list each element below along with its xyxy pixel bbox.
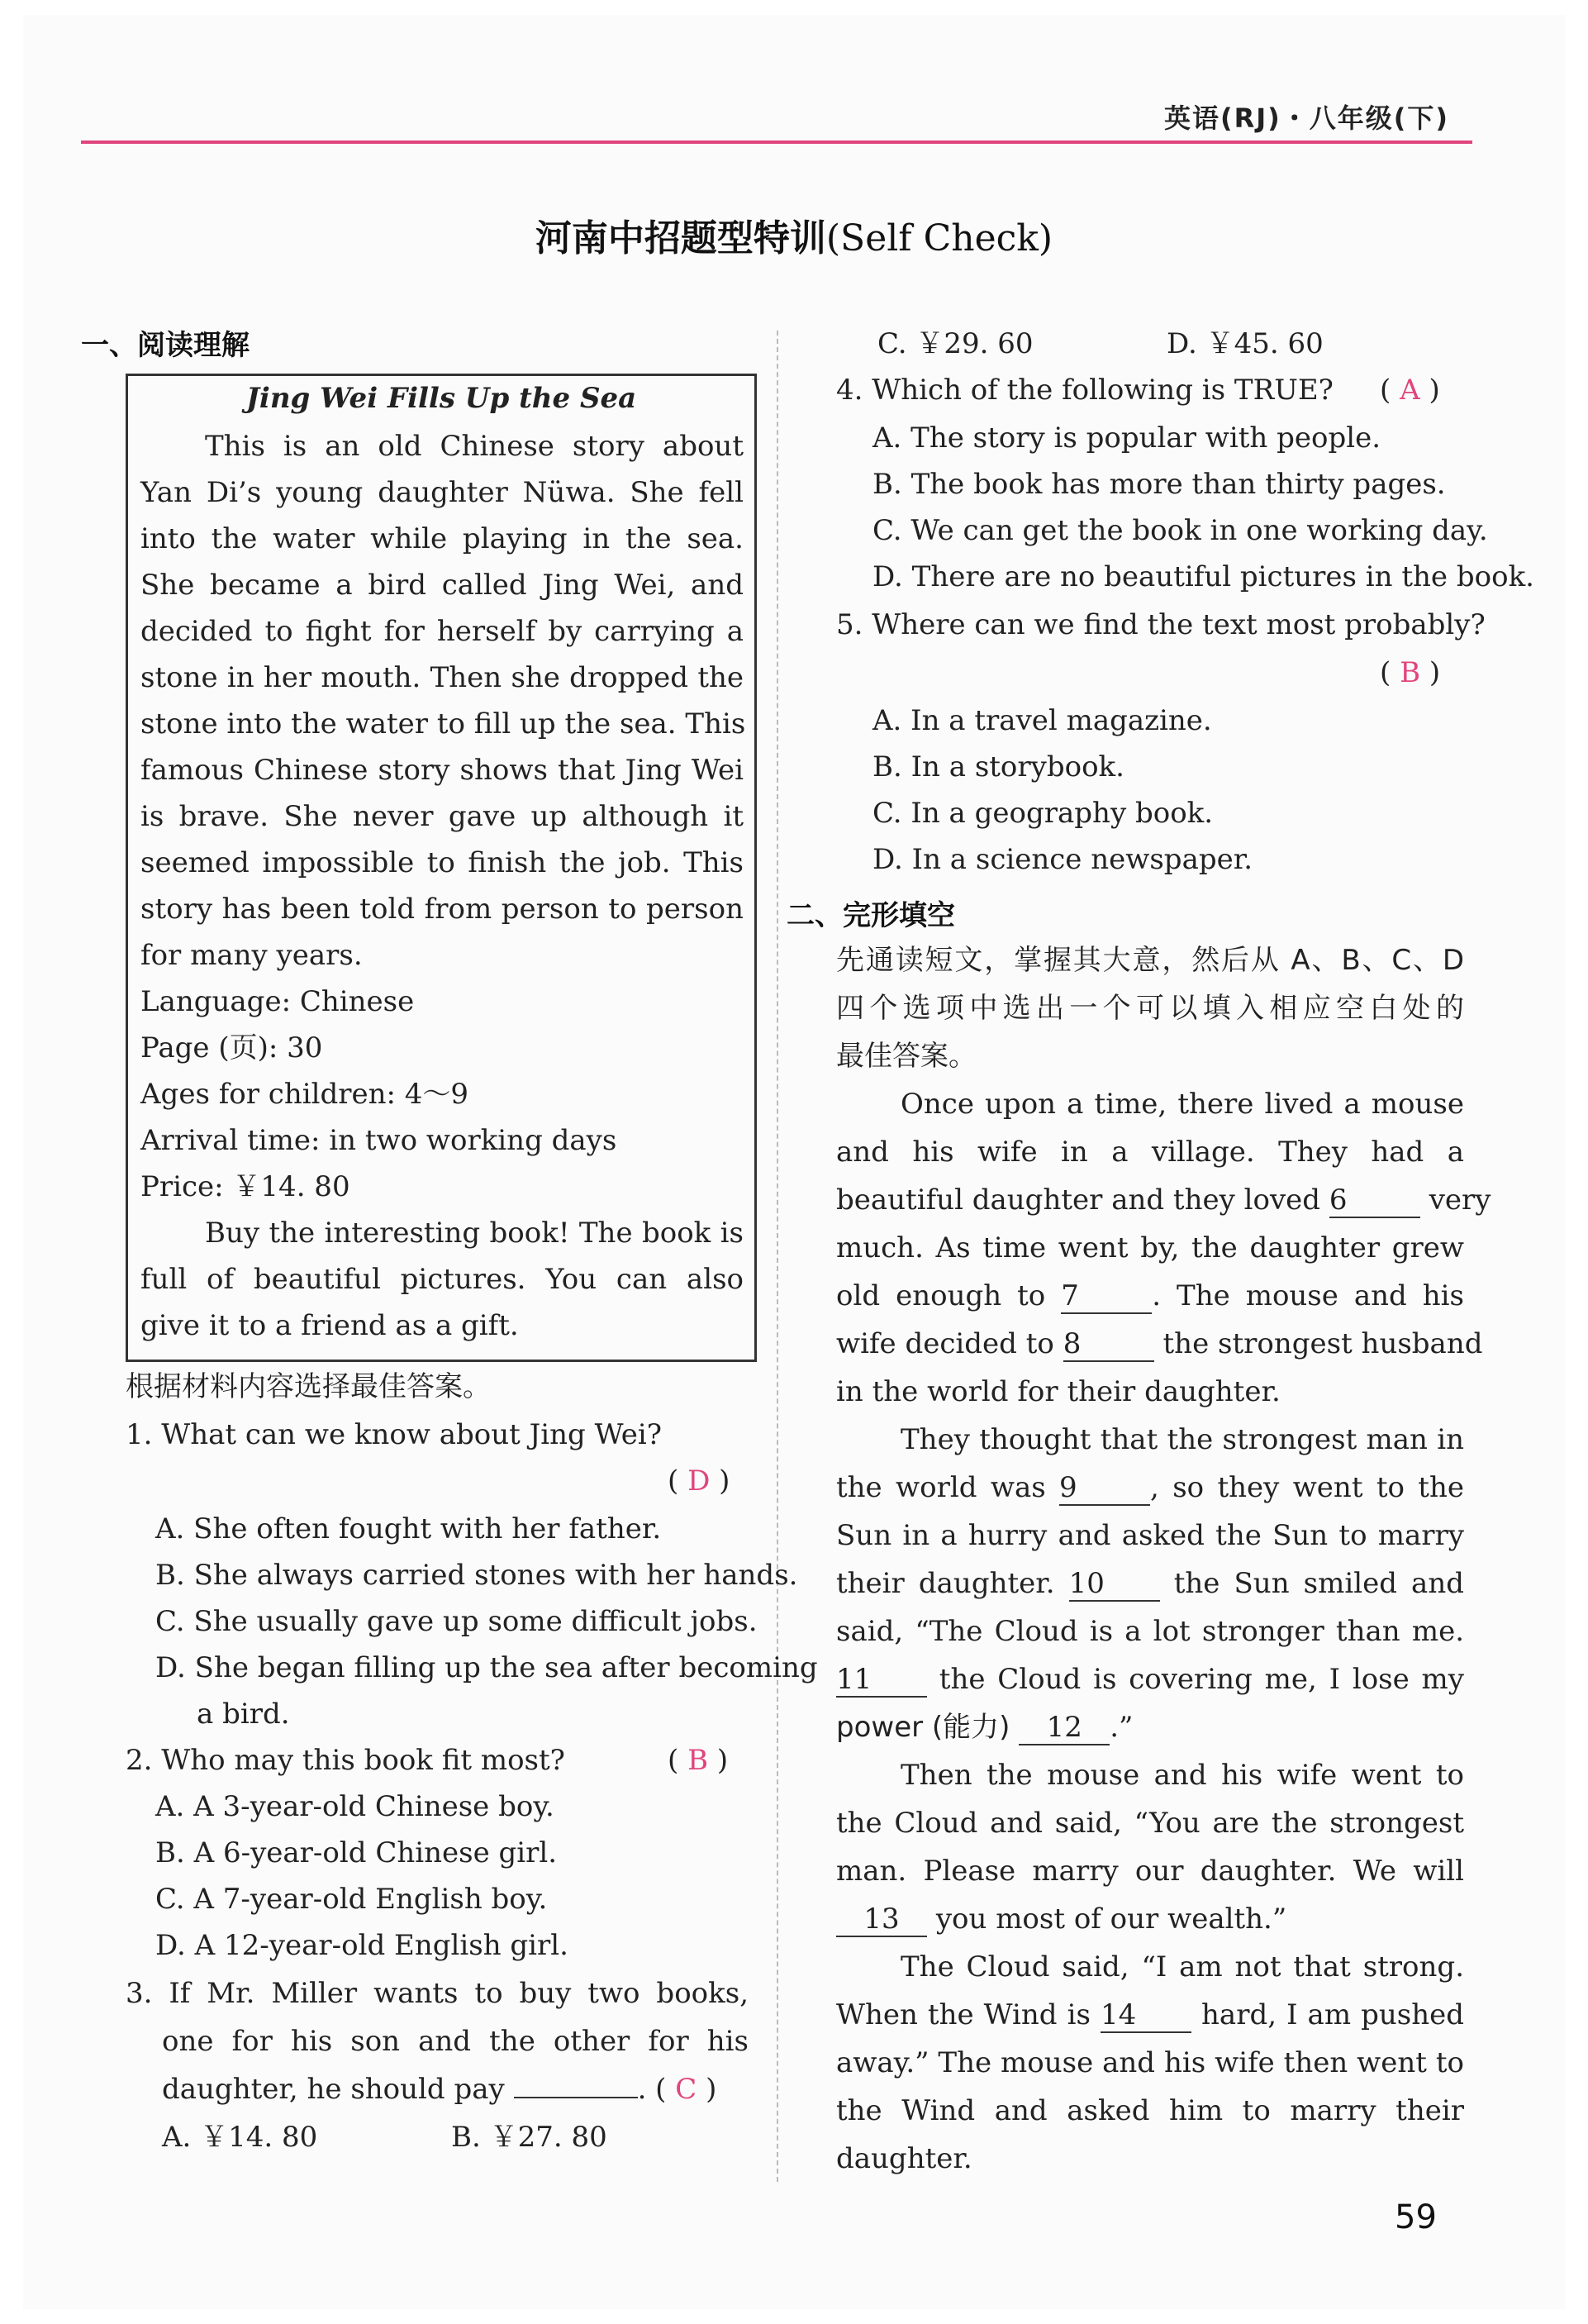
passage-text: . The mouse and his xyxy=(1152,1279,1464,1312)
passage-text: the strongest husband xyxy=(1162,1327,1483,1360)
q4-option-d: D. There are no beautiful pictures in the book. xyxy=(872,560,1534,593)
passage-line: much. As time went by, the daughter grew xyxy=(836,1231,1464,1264)
q3-stem-line: daughter, he should pay . ( C ) xyxy=(162,2073,717,2106)
part2-instruction-line: 先通读短文，掌握其大意，然后从 A、B、C、D xyxy=(836,944,1464,977)
q5-option-d: D. In a science newspaper. xyxy=(872,843,1253,876)
book-header-label: 英语(RJ)・八年级(下) xyxy=(1163,102,1449,134)
cloze-blank-11: 11 xyxy=(836,1663,927,1698)
info-arrival: Arrival time: in two working days xyxy=(140,1124,617,1157)
passage-line: They thought that the strongest man in xyxy=(901,1423,1464,1456)
q4-option-a: A. The story is popular with people. xyxy=(872,421,1381,455)
q5-option-a: A. In a travel magazine. xyxy=(872,704,1212,737)
passage-line: said, “The Cloud is a lot stronger than me. xyxy=(836,1615,1464,1648)
info-price: Price: ￥14. 80 xyxy=(140,1170,350,1203)
passage-text: the Sun smiled and xyxy=(1173,1567,1464,1600)
q3-option-a: A. ￥14. 80 xyxy=(162,2121,318,2154)
column-divider xyxy=(777,331,778,2182)
cloze-blank-10: 10 xyxy=(1069,1567,1160,1602)
cloze-blank-7: 7 xyxy=(1061,1279,1152,1314)
q4-stem: 4. Which of the following is TRUE? xyxy=(836,374,1334,407)
passage-line xyxy=(836,1327,1483,1362)
story-line: famous Chinese story shows that Jing Wei xyxy=(140,754,744,787)
q2-stem: 2. Who may this book fit most? xyxy=(126,1744,565,1777)
part2-instruction-line: 最佳答案。 xyxy=(836,1040,977,1073)
q5-stem: 5. Where can we find the text most probably? xyxy=(836,608,1486,641)
info-ages: Ages for children: 4～9 xyxy=(140,1078,469,1111)
story-line: story has been told from person to person xyxy=(140,893,744,926)
info-pages: Page (页): 30 xyxy=(140,1031,323,1064)
q2-answer: B xyxy=(687,1744,709,1777)
cloze-blank-6: 6 xyxy=(1329,1183,1420,1218)
passage-text: very xyxy=(1429,1183,1491,1217)
story-line: She became a bird called Jing Wei, and xyxy=(140,569,744,602)
passage-text: beautiful daughter and they loved xyxy=(836,1183,1321,1217)
q1-answer-bracket: ( D ) xyxy=(668,1464,730,1498)
q4-option-b: B. The book has more than thirty pages. xyxy=(872,468,1446,501)
ad-line: give it to a friend as a gift. xyxy=(140,1309,519,1342)
passage-text: , so they went to the xyxy=(1150,1471,1464,1504)
q1-answer: D xyxy=(687,1464,711,1498)
passage-line xyxy=(836,1567,1464,1602)
q2-option-b: B. A 6-year-old Chinese girl. xyxy=(155,1836,558,1869)
passage-text: their daughter. xyxy=(836,1567,1055,1600)
q2-option-d: D. A 12-year-old English girl. xyxy=(155,1929,568,1962)
passage-line: Sun in a hurry and asked the Sun to marry xyxy=(836,1519,1464,1552)
passage-line xyxy=(836,1998,1464,2033)
q1-option-a: A. She often fought with her father. xyxy=(155,1512,662,1545)
cloze-blank-9: 9 xyxy=(1059,1471,1150,1506)
q5-option-b: B. In a storybook. xyxy=(872,750,1124,783)
part2-heading: 二、完形填空 xyxy=(787,899,955,932)
q4-answer-bracket: ( A ) xyxy=(1380,374,1440,407)
q1-option-d-cont: a bird. xyxy=(197,1698,290,1731)
q1-stem: 1. What can we know about Jing Wei? xyxy=(126,1418,663,1451)
q1-option-d: D. She began filling up the sea after becoming xyxy=(155,1651,818,1684)
story-line: into the water while playing in the sea. xyxy=(140,522,744,555)
section-title-cn: 河南中招题型特训 xyxy=(535,217,826,260)
passage-line xyxy=(836,1471,1464,1506)
passage-line xyxy=(836,1663,1464,1698)
passage-line: Once upon a time, there lived a mouse xyxy=(901,1088,1464,1121)
passage-line: in the world for their daughter. xyxy=(836,1375,1281,1408)
q3-stem-line: 3. If Mr. Miller wants to buy two books, xyxy=(126,1977,749,2010)
ad-line: Buy the interesting book! The book is xyxy=(205,1217,744,1250)
q5-option-c: C. In a geography book. xyxy=(872,797,1214,830)
q4-answer: A xyxy=(1400,374,1420,407)
passage-line: and his wife in a village. They had a xyxy=(836,1136,1464,1169)
passage-line xyxy=(836,1903,1286,1937)
cloze-blank-8: 8 xyxy=(1063,1327,1154,1362)
story-line: for many years. xyxy=(140,939,363,972)
q2-option-c: C. A 7-year-old English boy. xyxy=(155,1883,548,1916)
passage-text: When the Wind is xyxy=(836,1998,1091,2031)
q1-option-b: B. She always carried stones with her hands. xyxy=(155,1559,798,1592)
section-title-en: (Self Check) xyxy=(825,217,1053,260)
cloze-blank-13: 13 xyxy=(836,1903,927,1937)
page-number: 59 xyxy=(1395,2198,1437,2236)
part1-heading: 一、阅读理解 xyxy=(81,329,250,362)
passage-line xyxy=(836,1711,1133,1745)
passage-text: old enough to xyxy=(836,1279,1046,1312)
passage-text: the world was xyxy=(836,1471,1046,1504)
q2-answer-bracket: ( B ) xyxy=(668,1744,729,1777)
story-line: stone into the water to fill up the sea. This xyxy=(140,707,746,741)
passage-line: the Wind and asked him to marry their xyxy=(836,2094,1464,2127)
ad-line: full of beautiful pictures. You can also xyxy=(140,1263,744,1296)
info-language: Language: Chinese xyxy=(140,985,415,1018)
story-title: Jing Wei Fills Up the Sea xyxy=(245,382,637,415)
cloze-blank-14: 14 xyxy=(1101,1998,1191,2033)
passage-text: .” xyxy=(1110,1711,1134,1744)
q3-option-c: C. ￥29. 60 xyxy=(877,327,1034,360)
passage-text: the Cloud is covering me, I lose my xyxy=(939,1663,1464,1696)
passage-line xyxy=(836,1279,1464,1314)
passage-line: Then the mouse and his wife went to xyxy=(901,1759,1464,1792)
passage-line: daughter. xyxy=(836,2142,972,2175)
section-title xyxy=(0,208,1588,261)
q5-answer: B xyxy=(1400,656,1421,689)
story-line: This is an old Chinese story about xyxy=(205,430,744,463)
q3-answer: C xyxy=(675,2073,697,2106)
passage-line xyxy=(836,1183,1491,1218)
story-line: is brave. She never gave up although it xyxy=(140,800,744,833)
story-line: Yan Di’s young daughter Nüwa. She fell xyxy=(140,476,744,509)
passage-line: away.” The mouse and his wife then went to xyxy=(836,2046,1464,2079)
part2-instruction-line: 四个选项中选出一个可以填入相应空白处的 xyxy=(836,992,1464,1025)
part1-instruction: 根据材料内容选择最佳答案。 xyxy=(126,1370,491,1403)
q4-option-c: C. We can get the book in one working day. xyxy=(872,514,1488,547)
q3-stem-text: daughter, he should pay xyxy=(162,2073,505,2106)
q1-option-c: C. She usually gave up some difficult jobs. xyxy=(155,1605,758,1638)
passage-text: hard, I am pushed xyxy=(1201,1998,1465,2031)
header-divider xyxy=(81,140,1472,144)
passage-text: you most of our wealth.” xyxy=(935,1903,1287,1936)
q3-stem-line: one for his son and the other for his xyxy=(162,2025,749,2058)
passage-text: wife decided to xyxy=(836,1327,1054,1360)
q2-option-a: A. A 3-year-old Chinese boy. xyxy=(155,1790,554,1823)
q5-answer-bracket: ( B ) xyxy=(1380,656,1441,689)
q3-option-d: D. ￥45. 60 xyxy=(1167,327,1324,360)
passage-line: the Cloud and said, “You are the strongest xyxy=(836,1807,1464,1840)
passage-text: power (能力) xyxy=(836,1711,1010,1744)
passage-line: The Cloud said, “I am not that strong. xyxy=(901,1950,1464,1983)
cloze-blank-12: 12 xyxy=(1019,1711,1110,1745)
q3-blank xyxy=(514,2097,638,2098)
story-line: stone in her mouth. Then she dropped the xyxy=(140,661,744,694)
passage-line: man. Please marry our daughter. We will xyxy=(836,1855,1464,1888)
story-line: seemed impossible to finish the job. This xyxy=(140,846,744,879)
q3-option-b: B. ￥27. 80 xyxy=(451,2121,607,2154)
story-line: decided to fight for herself by carrying a xyxy=(140,615,744,648)
